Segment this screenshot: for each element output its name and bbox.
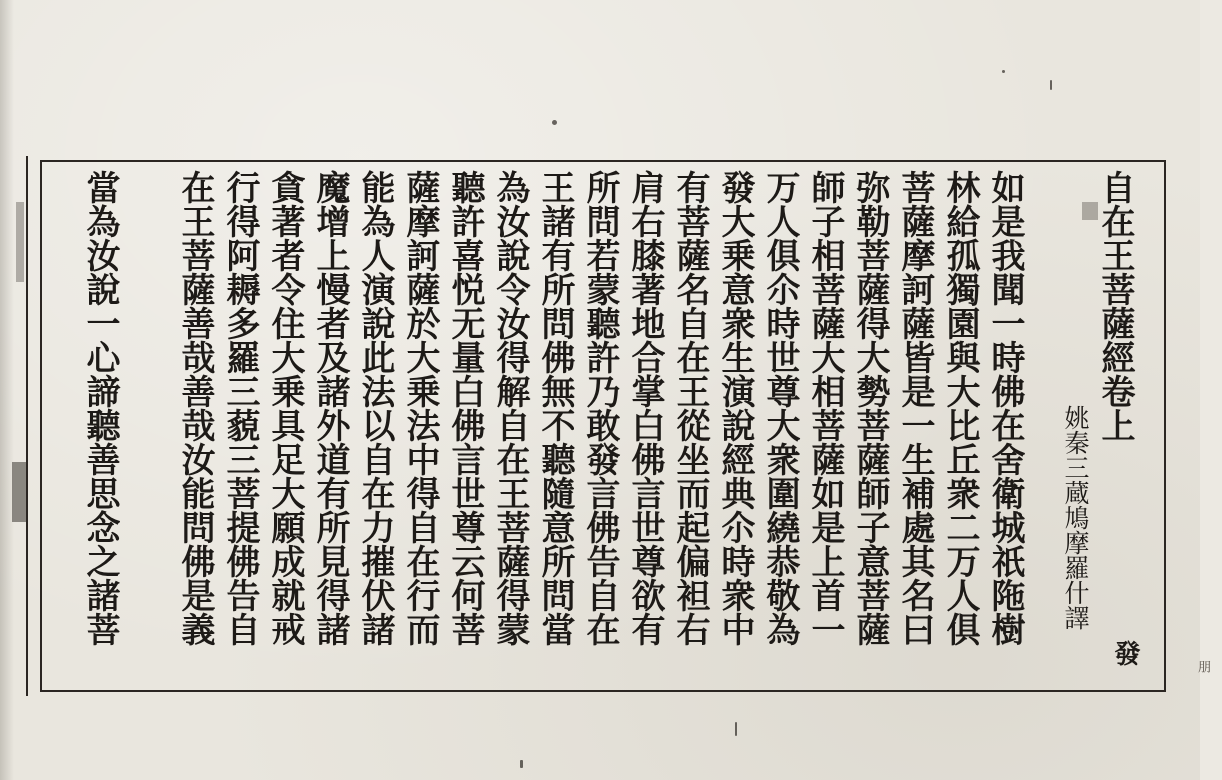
text-column: 在王菩薩善哉善哉汝能問佛是義 [175,170,215,646]
translator-line: 姚秦三蔵鳩摩羅什譯 [1061,405,1090,630]
text-column: 貪著者令住大乗具足大願成就戒 [265,170,305,646]
ink-speck [735,722,737,736]
margin-character: 發 [1110,640,1140,666]
text-column: 能為人演說此法以自在力摧伏諸 [355,170,395,646]
text-column: 万人俱尒時世尊大衆圍繞恭敬為 [760,170,800,646]
fold-shadow [0,0,14,780]
text-column: 聽許喜悦无量白佛言世尊云何菩 [445,170,485,646]
ink-blot [12,462,26,522]
text-column: 當為汝說一心諦聽善思念之諸菩 [80,170,120,646]
ink-blot [16,202,24,282]
text-column: 林給孤獨園與大比丘衆二万人俱 [940,170,980,646]
text-column: 薩摩訶薩於大乗法中得自在行而 [400,170,440,646]
text-column: 所問若蒙聽許乃敢發言佛告自在 [580,170,620,646]
text-column: 為汝說令汝得解自在王菩薩得蒙 [490,170,530,646]
text-column: 師子相菩薩大相菩薩如是上首一 [805,170,845,646]
text-column: 行得阿耨多羅三藐三菩提佛告自 [220,170,260,646]
ink-speck [552,120,557,125]
text-column: 發大乗意衆生演說經典尒時衆中 [715,170,755,646]
margin-small-mark: 朋 [1195,660,1210,673]
text-column: 弥勒菩薩得大勢菩薩師子意菩薩 [850,170,890,646]
text-column: 肩右膝著地合掌白佛言世尊欲有 [625,170,665,646]
ink-speck [1002,70,1005,73]
text-column: 如是我聞一時佛在舍衛城祇陁樹 [985,170,1025,646]
ink-speck [520,760,523,768]
text-column: 王諸有所問佛無不聽隨意所問當 [535,170,575,646]
text-column: 菩薩摩訶薩皆是一生補處其名曰 [895,170,935,646]
text-column: 有菩薩名自在王從坐而起偏袒右 [670,170,710,646]
sutra-title: 自在王菩薩經卷上 [1095,170,1135,442]
text-column: 魔增上慢者及諸外道有所見得諸 [310,170,350,646]
ink-speck [1050,80,1052,90]
